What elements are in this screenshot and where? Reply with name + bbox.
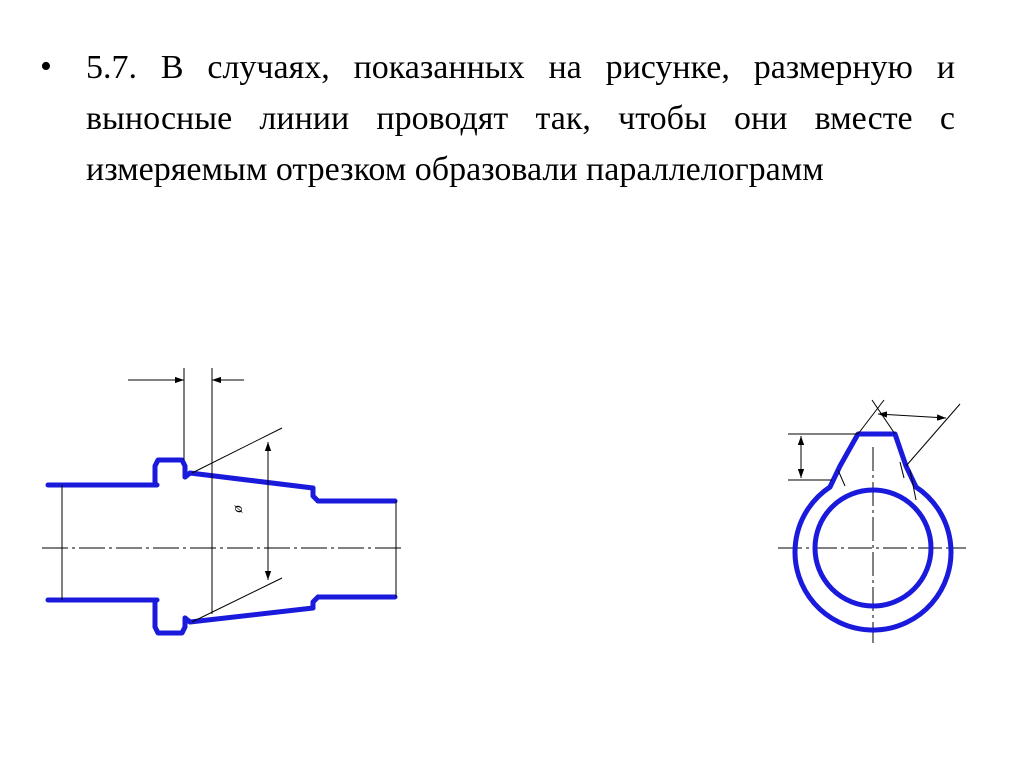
ring-figure: [778, 400, 966, 643]
ring-thin-lines: [788, 400, 960, 500]
bullet-text: 5.7. В случаях, показанных на рисунке, размерную и выносные линии проводят так, чтобы они вместе с измеряемым отрезком образовали параллелограмм: [86, 49, 955, 188]
bullet-marker: •: [40, 48, 52, 85]
diameter-symbol: ø: [230, 505, 246, 513]
ring-center-lines: [778, 447, 966, 643]
projection-width-dimension: [878, 414, 946, 418]
shaft-thin-lines: [62, 368, 396, 622]
shaft-figure: [42, 368, 405, 633]
